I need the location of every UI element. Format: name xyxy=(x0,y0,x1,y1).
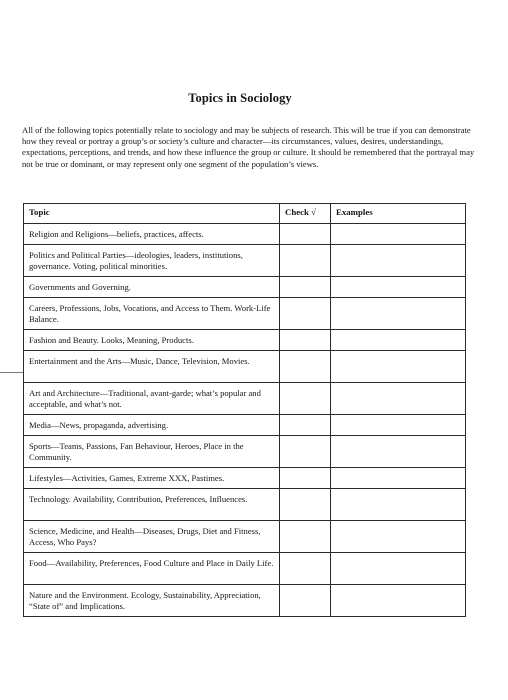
examples-cell[interactable] xyxy=(331,553,466,585)
table-row xyxy=(24,553,466,585)
topic-cell: Careers, Professions, Jobs, Vocations, and Access to Them. Work-Life Balance. xyxy=(24,298,280,330)
table-row xyxy=(24,585,466,617)
intro-paragraph: All of the following topics potentially relate to sociology and may be subjects of research. This will be true if you can demonstrate how they reveal or portray a group’s or society’s culture and character—its circumstances, values, desires, understandings, expectations, perceptions, and trends, and how these influence the group or culture. It should be remembered that the portrayal may not be true or dominant, or may represent only one segment of the population’s views. xyxy=(22,125,475,169)
check-column-header: Check √ xyxy=(280,204,331,224)
table-header-row xyxy=(24,204,466,224)
topic-column-header: Topic xyxy=(24,204,280,224)
examples-cell[interactable] xyxy=(331,585,466,617)
check-cell[interactable] xyxy=(280,383,331,415)
check-cell[interactable] xyxy=(280,298,331,330)
examples-cell[interactable] xyxy=(331,277,466,298)
check-cell[interactable] xyxy=(280,468,331,489)
check-cell[interactable] xyxy=(280,245,331,277)
table-row xyxy=(24,330,466,351)
topics-table xyxy=(23,203,466,617)
examples-cell[interactable] xyxy=(331,224,466,245)
check-cell[interactable] xyxy=(280,415,331,436)
topic-cell: Entertainment and the Arts—Music, Dance, Television, Movies. xyxy=(24,351,280,383)
table-row xyxy=(24,415,466,436)
check-cell[interactable] xyxy=(280,489,331,521)
check-cell[interactable] xyxy=(280,585,331,617)
examples-cell[interactable] xyxy=(331,521,466,553)
examples-cell[interactable] xyxy=(331,436,466,468)
check-cell[interactable] xyxy=(280,224,331,245)
check-cell[interactable] xyxy=(280,277,331,298)
table-row xyxy=(24,224,466,245)
table-row xyxy=(24,277,466,298)
table-row xyxy=(24,298,466,330)
examples-cell[interactable] xyxy=(331,298,466,330)
page-title: Topics in Sociology xyxy=(188,91,292,105)
margin-line xyxy=(0,372,24,373)
check-cell[interactable] xyxy=(280,553,331,585)
examples-cell[interactable] xyxy=(331,468,466,489)
topics-table-body xyxy=(24,224,466,617)
examples-column-header: Examples xyxy=(331,204,466,224)
examples-cell[interactable] xyxy=(331,330,466,351)
examples-cell[interactable] xyxy=(331,415,466,436)
topic-cell: Politics and Political Parties—ideologies, leaders, institutions, governance. Voting, political minorities. xyxy=(24,245,280,277)
table-row xyxy=(24,468,466,489)
table-row xyxy=(24,245,466,277)
check-cell[interactable] xyxy=(280,521,331,553)
check-cell[interactable] xyxy=(280,351,331,383)
check-cell[interactable] xyxy=(280,330,331,351)
examples-cell[interactable] xyxy=(331,351,466,383)
topic-cell: Lifestyles—Activities, Games, Extreme XXX, Pastimes. xyxy=(24,468,280,489)
check-cell[interactable] xyxy=(280,436,331,468)
table-row xyxy=(24,383,466,415)
topic-cell: Fashion and Beauty. Looks, Meaning, Products. xyxy=(24,330,280,351)
topic-cell: Media—News, propaganda, advertising. xyxy=(24,415,280,436)
topic-cell: Food—Availability, Preferences, Food Culture and Place in Daily Life. xyxy=(24,553,280,585)
examples-cell[interactable] xyxy=(331,245,466,277)
table-row xyxy=(24,436,466,468)
topic-cell: Technology. Availability, Contribution, Preferences, Influences. xyxy=(24,489,280,521)
examples-cell[interactable] xyxy=(331,383,466,415)
topic-cell: Religion and Religions—beliefs, practices, affects. xyxy=(24,224,280,245)
table-row xyxy=(24,521,466,553)
examples-cell[interactable] xyxy=(331,489,466,521)
table-row xyxy=(24,489,466,521)
topic-cell: Nature and the Environment. Ecology, Sustainability, Appreciation, “State of” and Implications. xyxy=(24,585,280,617)
table-row xyxy=(24,351,466,383)
topic-cell: Governments and Governing. xyxy=(24,277,280,298)
topic-cell: Sports—Teams, Passions, Fan Behaviour, Heroes, Place in the Community. xyxy=(24,436,280,468)
topic-cell: Art and Architecture—Traditional, avant-garde; what’s popular and acceptable, and what’s not. xyxy=(24,383,280,415)
topic-cell: Science, Medicine, and Health—Diseases, Drugs, Diet and Fitness, Access, Who Pays? xyxy=(24,521,280,553)
